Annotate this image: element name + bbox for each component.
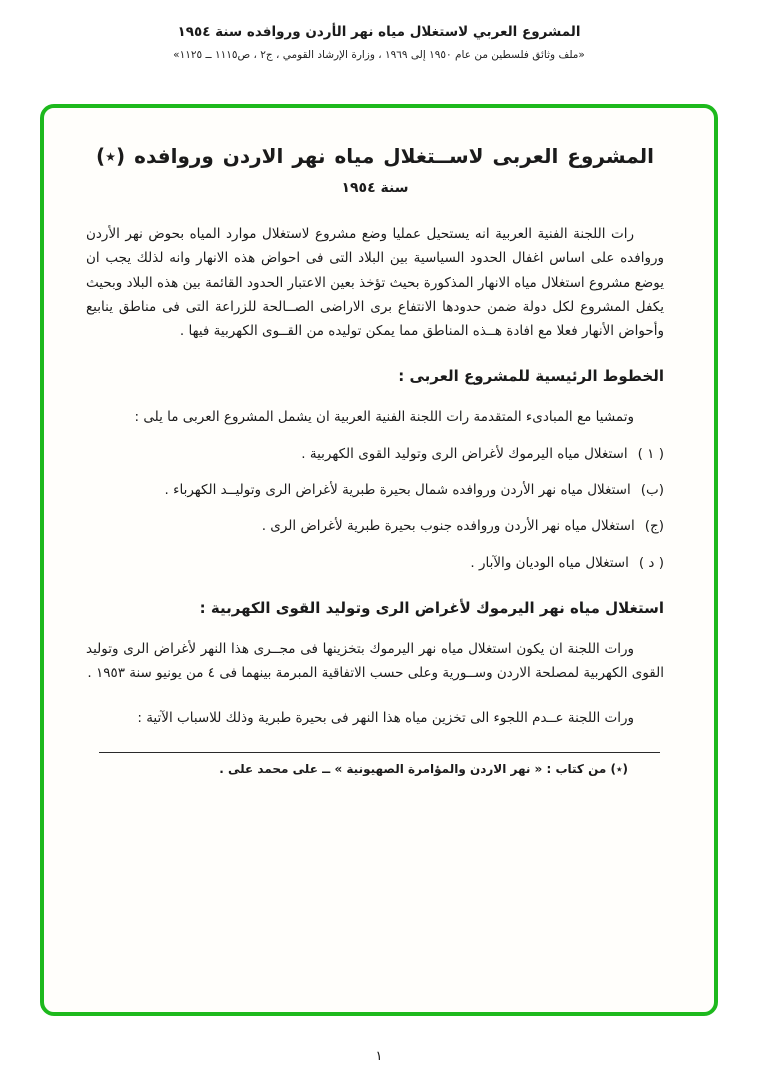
list-item xyxy=(86,478,664,502)
list-item xyxy=(86,551,664,575)
list-item-text: استغلال مياه الوديان والآبار . xyxy=(470,554,629,571)
section-heading-main-outlines: الخطوط الرئيسية للمشروع العربى : xyxy=(398,367,664,386)
page-number: ١ xyxy=(375,1049,383,1064)
project-items-list xyxy=(86,442,664,575)
footnote-text: (٭) من كتاب : « نهر الاردن والمؤامرة الصهيونية » ــ على محمد على . xyxy=(219,761,628,776)
list-item-text: استغلال مياه اليرموك لأغراض الرى وتوليد القوى الكهربية . xyxy=(301,445,628,462)
list-item-marker: ( ١ ) xyxy=(637,445,664,462)
list-item-marker: (ب) xyxy=(640,482,664,499)
list-item xyxy=(86,442,664,466)
page-header xyxy=(0,0,758,61)
section-heading-yarmouk: استغلال مياه نهر اليرموك لأغراض الرى وتوليد القوى الكهربية : xyxy=(199,598,664,617)
document-title: المشروع العربى لاســتغلال مياه نهر الاردن وروافده (٭) xyxy=(96,144,654,168)
list-item-marker: (ج) xyxy=(644,518,664,535)
list-item xyxy=(86,514,664,538)
scanned-document-frame xyxy=(40,104,718,1016)
header-source-line: «ملف وثائق فلسطين من عام ١٩٥٠ إلى ١٩٦٩ ، وزارة الإرشاد القومي ، ج٢ ، ص١١١٥ ــ ١١٢٥» xyxy=(173,49,585,61)
document-year: سنة ١٩٥٤ xyxy=(341,180,409,196)
yarmouk-paragraph-2: ورات اللجنة عــدم اللجوء الى تخزين مياه هذا النهر فى بحيرة طبرية وذلك للاسباب الآتية : xyxy=(137,709,634,726)
list-item-text: استغلال مياه نهر الأردن وروافده جنوب بحيرة طبرية لأغراض الرى . xyxy=(261,518,635,535)
section1-intro-paragraph: وتمشيا مع المبادىء المتقدمة رات اللجنة الفنية العربية ان يشمل المشروع العربى ما يلى : xyxy=(134,409,634,426)
list-item-marker: ( د ) xyxy=(638,554,664,571)
intro-paragraph: رات اللجنة الفنية العربية انه يستحيل عمليا وضع مشروع لاستغلال موارد المياه بحوض نهر الأردن وروافده على اساس اغفال الحدود السياسية بين البلاد التى فى احواض هذه الانهار وانه لذلك يجب ان يوضع مشروع استغلال مياه الانهار المذكورة بحيث تؤخذ بعين الاعتبار الحدود القائمة بين هذه البلاد وبحيث يكفل المشروع لكل دولة ضمن حدودها الانتفاع برى الاراضى الصــالحة للزراعة التى فى مناطق ينابيع وأحواض الأنهار فعلا مع افادة هــذه المناطق مما يمكن توليده من القــوى الكهربية فيها . xyxy=(86,226,664,340)
footnote-divider xyxy=(99,752,660,753)
yarmouk-paragraph-1: ورات اللجنة ان يكون استغلال مياه نهر اليرموك بتخزينها فى مجــرى هذا النهر لأغراض الرى وتوليد القوى الكهربية لمصلحة الاردن وســورية وعلى حسب الاتفاقية المبرمة بينهما فى ٤ من يونيو سنة ١٩٥٣ . xyxy=(86,640,664,682)
list-item-text: استغلال مياه نهر الأردن وروافده شمال بحيرة طبرية لأغراض الرى وتوليــد الكهرباء . xyxy=(164,482,631,499)
scanned-document-page xyxy=(44,108,714,776)
header-title: المشروع العربي لاستغلال مياه نهر الأردن وروافده سنة ١٩٥٤ xyxy=(177,24,581,40)
